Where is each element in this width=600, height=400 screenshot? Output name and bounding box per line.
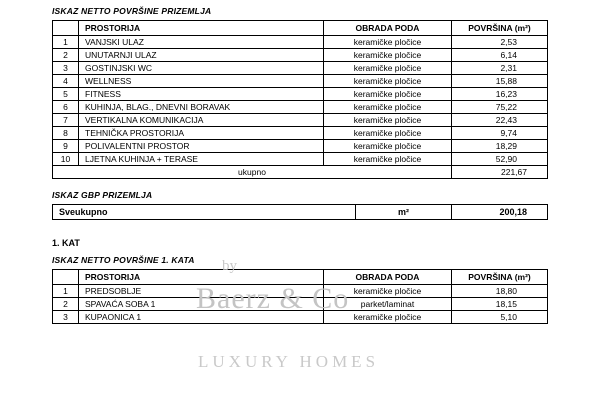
- table-header-row: [53, 21, 548, 36]
- cell-room: GOSTINJSKI WC: [79, 62, 324, 75]
- cell-room: KUPAONICA 1: [79, 311, 324, 324]
- header-num: [53, 21, 79, 36]
- cell-area: 2,31: [452, 62, 548, 75]
- cell-material: keramičke pločice: [324, 114, 452, 127]
- cell-room: VANJSKI ULAZ: [79, 36, 324, 49]
- section-title-gbp: ISKAZ GBP PRIZEMLJA: [52, 190, 153, 200]
- section-title-prizemlje: ISKAZ NETTO POVRŠINE PRIZEMLJA: [52, 6, 212, 16]
- cell-area: 6,14: [452, 49, 548, 62]
- cell-room: TEHNIČKA PROSTORIJA: [79, 127, 324, 140]
- cell-room: PREDSOBLJE: [79, 285, 324, 298]
- spacer: [52, 231, 548, 238]
- cell-room: WELLNESS: [79, 75, 324, 88]
- header-material: OBRADA PODA: [324, 21, 452, 36]
- cell-num: 6: [53, 101, 79, 114]
- header-area: POVRŠINA (m²): [452, 21, 548, 36]
- cell-num: 9: [53, 140, 79, 153]
- cell-material: keramičke pločice: [324, 75, 452, 88]
- cell-area: 5,10: [452, 311, 548, 324]
- cell-material: keramičke pločice: [324, 88, 452, 101]
- spacer: [52, 220, 548, 231]
- watermark-brand: Baerz & Co: [196, 282, 350, 315]
- cell-num: 1: [53, 36, 79, 49]
- header-room: PROSTORIJA: [79, 21, 324, 36]
- table-gbp: [52, 204, 548, 220]
- cell-num: 2: [53, 49, 79, 62]
- cell-material: keramičke pločice: [324, 36, 452, 49]
- total-label: ukupno: [53, 166, 452, 179]
- table-row: [53, 153, 548, 166]
- table-row: [53, 127, 548, 140]
- gbp-unit: m²: [356, 205, 452, 220]
- spacer: [52, 248, 548, 255]
- cell-num: 7: [53, 114, 79, 127]
- table-kat: [52, 269, 548, 324]
- cell-material: keramičke pločice: [324, 49, 452, 62]
- table-row: [53, 36, 548, 49]
- cell-material: keramičke pločice: [324, 311, 452, 324]
- table-row: [53, 205, 548, 220]
- cell-num: 1: [53, 285, 79, 298]
- cell-room: SPAVAĆA SOBA 1: [79, 298, 324, 311]
- table-row: [53, 49, 548, 62]
- cell-num: 3: [53, 62, 79, 75]
- section-title-kat: ISKAZ NETTO POVRŠINE 1. KATA: [52, 255, 195, 265]
- table-row: [53, 101, 548, 114]
- table-row: [53, 298, 548, 311]
- cell-room: POLIVALENTNI PROSTOR: [79, 140, 324, 153]
- cell-material: keramičke pločice: [324, 140, 452, 153]
- cell-area: 18,80: [452, 285, 548, 298]
- cell-num: 2: [53, 298, 79, 311]
- cell-material: keramičke pločice: [324, 285, 452, 298]
- table-row: [53, 75, 548, 88]
- cell-area: 75,22: [452, 101, 548, 114]
- cell-num: 3: [53, 311, 79, 324]
- cell-num: 8: [53, 127, 79, 140]
- table-total-row: [53, 166, 548, 179]
- table-header-row: [53, 270, 548, 285]
- cell-area: 15,88: [452, 75, 548, 88]
- cell-area: 2,53: [452, 36, 548, 49]
- cell-material: keramičke pločice: [324, 62, 452, 75]
- header-room: PROSTORIJA: [79, 270, 324, 285]
- cell-room: FITNESS: [79, 88, 324, 101]
- total-value: 221,67: [452, 166, 548, 179]
- cell-material: keramičke pločice: [324, 127, 452, 140]
- header-num: [53, 270, 79, 285]
- cell-room: VERTIKALNA KOMUNIKACIJA: [79, 114, 324, 127]
- header-material: OBRADA PODA: [324, 270, 452, 285]
- cell-area: 9,74: [452, 127, 548, 140]
- spacer: [52, 179, 548, 190]
- cell-material: keramičke pločice: [324, 101, 452, 114]
- cell-room: UNUTARNJI ULAZ: [79, 49, 324, 62]
- cell-material: parket/laminat: [324, 298, 452, 311]
- watermark-tagline: LUXURY HOMES: [198, 352, 380, 371]
- cell-area: 18,15: [452, 298, 548, 311]
- cell-area: 52,90: [452, 153, 548, 166]
- cell-area: 16,23: [452, 88, 548, 101]
- table-row: [53, 285, 548, 298]
- cell-num: 10: [53, 153, 79, 166]
- cell-room: KUHINJA, BLAG., DNEVNI BORAVAK: [79, 101, 324, 114]
- header-area: POVRŠINA (m²): [452, 270, 548, 285]
- table-row: [53, 88, 548, 101]
- cell-material: keramičke pločice: [324, 153, 452, 166]
- table-row: [53, 140, 548, 153]
- gbp-value: 200,18: [452, 205, 548, 220]
- watermark-by: by: [222, 258, 237, 274]
- cell-area: 18,29: [452, 140, 548, 153]
- cell-num: 4: [53, 75, 79, 88]
- cell-room: LJETNA KUHINJA + TERASE: [79, 153, 324, 166]
- heading-kat: 1. KAT: [52, 238, 80, 248]
- cell-num: 5: [53, 88, 79, 101]
- table-row: [53, 62, 548, 75]
- table-row: [53, 311, 548, 324]
- table-row: [53, 114, 548, 127]
- table-prizemlje: [52, 20, 548, 179]
- gbp-label: Sveukupno: [53, 205, 356, 220]
- cell-area: 22,43: [452, 114, 548, 127]
